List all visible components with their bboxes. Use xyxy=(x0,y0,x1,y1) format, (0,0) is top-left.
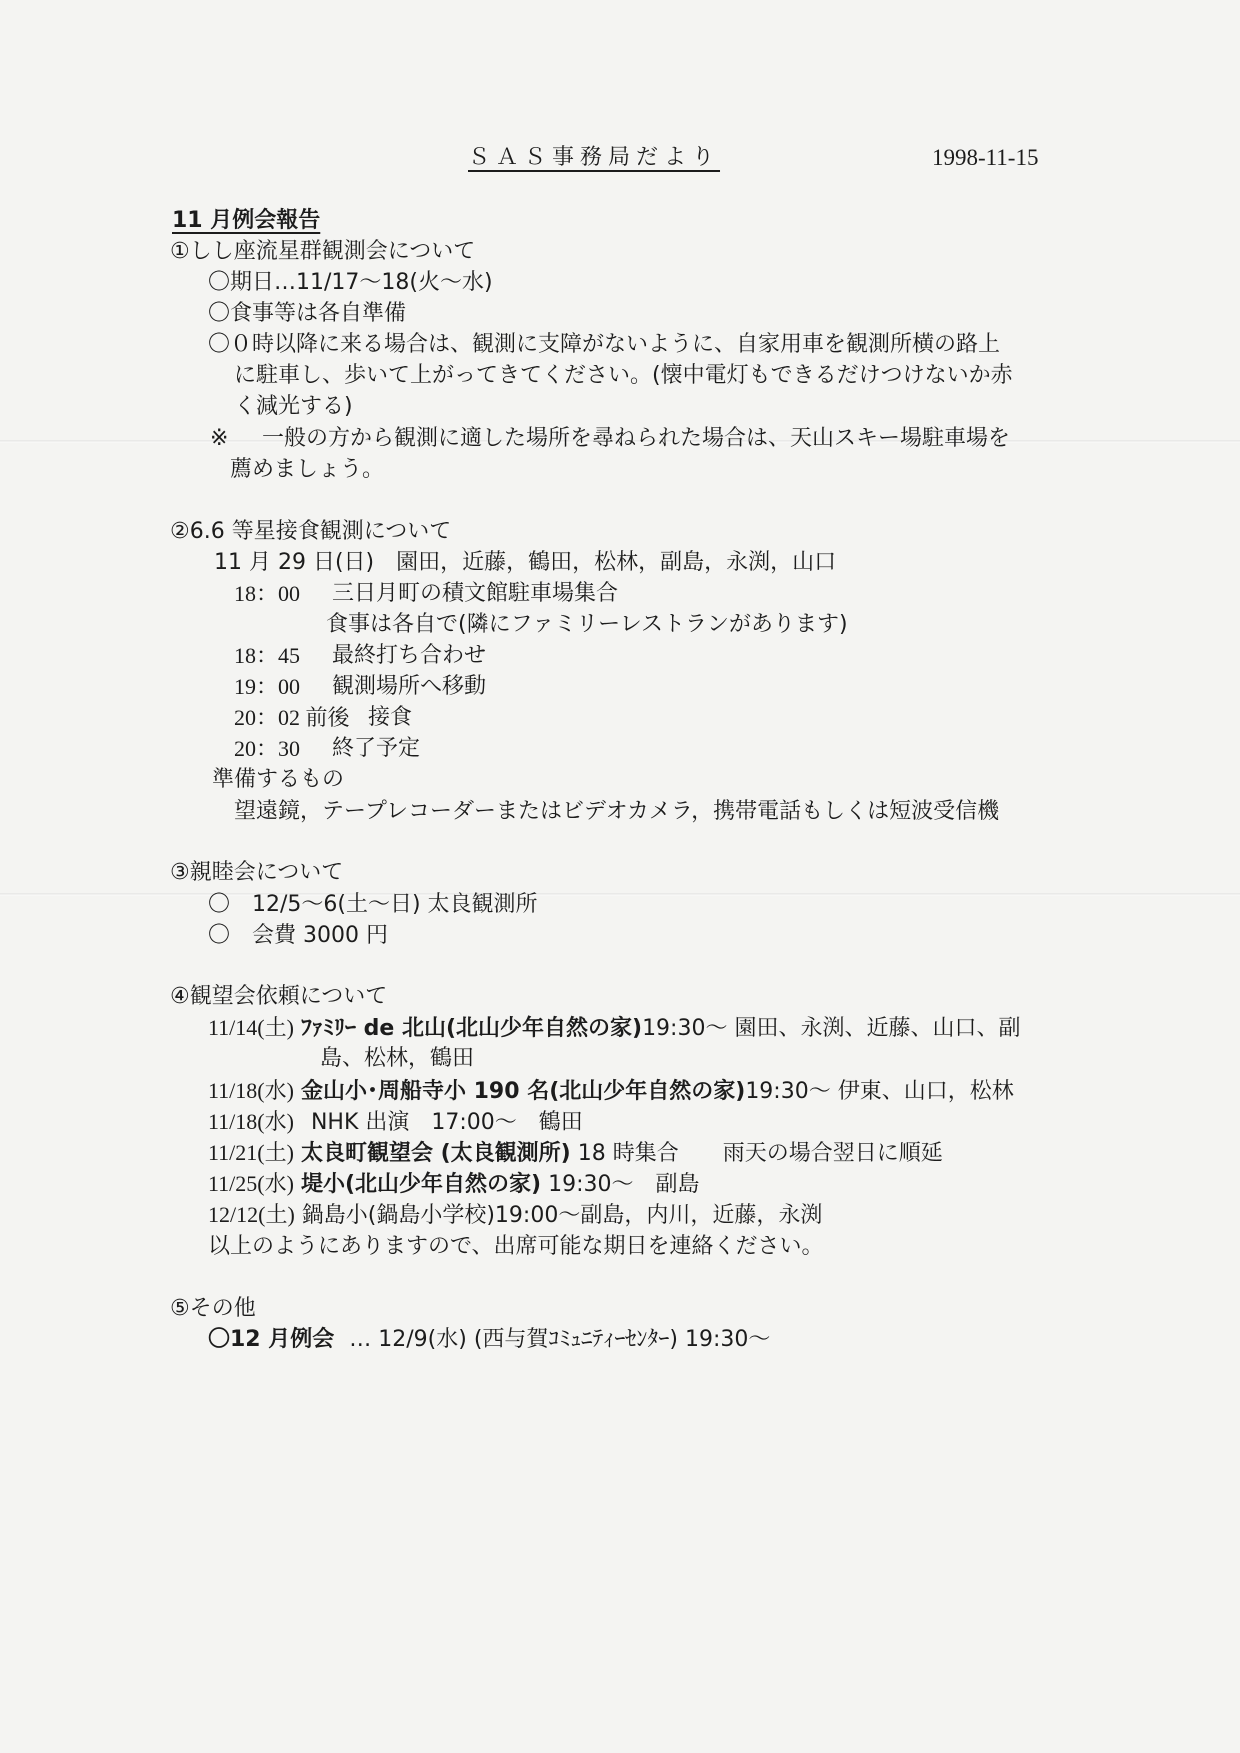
section2-heading: ②6.6 等星接食観測について xyxy=(170,519,452,544)
request-detail: NHK 出演 17:00～ 鶴田 xyxy=(310,1110,583,1135)
section2-date-line: 11 月 29 日(日) 園田，近藤，鶴田，松林，副島，永渕，山口 xyxy=(214,550,837,575)
section3-item: 〇 12/5～6(土～日) 太良観測所 xyxy=(208,892,538,917)
issue-date: 1998-11-15 xyxy=(932,145,1039,170)
request-detail: 19:30～ 副島 xyxy=(548,1172,700,1197)
paper-fold xyxy=(0,893,1240,896)
schedule-desc: 最終打ち合わせ xyxy=(332,643,487,668)
section3-item: 〇 会費 3000 円 xyxy=(208,923,388,948)
request-row xyxy=(208,1013,1020,1044)
section3-heading: ③親睦会について xyxy=(170,860,344,885)
newsletter-title: ＳＡＳ事務局だより xyxy=(468,145,721,170)
request-event: 堤小(北山少年自然の家) xyxy=(300,1172,542,1197)
request-date: 11/18(水) xyxy=(208,1078,294,1103)
section5-item xyxy=(208,1325,770,1355)
section4-heading: ④観望会依頼について xyxy=(170,984,388,1009)
request-date: 11/14(土) xyxy=(208,1015,294,1040)
section1-note: 一般の方から観測に適した場所を尋ねられた場合は、天山スキー場駐車場を xyxy=(262,426,1011,451)
request-detail: 19:30～ 園田、永渕、近藤、山口、副 xyxy=(642,1016,1021,1041)
section1-item: 〇食事等は各自準備 xyxy=(208,301,407,326)
request-date: 11/21(土) xyxy=(208,1140,294,1165)
section5-heading: ⑤その他 xyxy=(170,1296,256,1321)
schedule-desc: 接食 xyxy=(368,705,413,730)
section1-note: 薦めましょう。 xyxy=(230,457,385,482)
schedule-time: 18：00 xyxy=(234,581,301,606)
request-detail: 18 時集合 雨天の場合翌日に順延 xyxy=(577,1141,943,1166)
request-detail: 鍋島小(鍋島小学校)19:00～副島，内川，近藤，永渕 xyxy=(301,1203,823,1228)
meeting-label: 〇12 月例会 xyxy=(208,1327,335,1352)
report-heading: 11 月例会報告 xyxy=(172,208,321,233)
request-event: 金山小･周船寺小 190 名(北山少年自然の家) xyxy=(300,1079,746,1104)
schedule-time: 20：30 xyxy=(234,736,301,761)
schedule-time: 19：00 xyxy=(234,674,301,699)
request-detail: 19:30～ 伊東、山口，松林 xyxy=(745,1079,1014,1104)
schedule-desc: 終了予定 xyxy=(332,736,421,761)
meeting-detail: … 12/9(水) (西与賀ｺﾐｭﾆﾃｨｰｾﾝﾀｰ) 19:30～ xyxy=(349,1327,771,1352)
request-date: 11/18(水) xyxy=(208,1109,294,1134)
schedule-desc: 食事は各自で(隣にファミリーレストランがあります) xyxy=(326,612,848,637)
request-row-continued: 島、松林，鶴田 xyxy=(320,1046,475,1071)
section4-closing: 以上のようにありますので、出席可能な期日を連絡ください。 xyxy=(208,1234,824,1259)
schedule-time: 20：02 前後 xyxy=(234,705,350,730)
section1-item: く減光する) xyxy=(234,394,353,419)
section1-item: 〇期日…11/17～18(火～水) xyxy=(208,270,493,295)
request-row xyxy=(208,1076,1014,1107)
schedule-time: 18：45 xyxy=(234,643,301,668)
request-event: 太良町観望会 (太良観測所) xyxy=(300,1141,571,1166)
request-row xyxy=(208,1169,699,1200)
request-row xyxy=(208,1138,943,1169)
section1-heading: ①しし座流星群観測会について xyxy=(170,239,476,264)
request-date: 11/25(水) xyxy=(208,1171,294,1196)
schedule-desc: 三日月町の積文館駐車場集合 xyxy=(332,581,619,606)
prep-label: 準備するもの xyxy=(212,767,345,792)
note-mark: ※ xyxy=(210,426,229,451)
section1-item: に駐車し、歩いて上がってきてください。(懐中電灯もできるだけつけないか赤 xyxy=(234,363,1013,388)
section1-item: 〇０時以降に来る場合は、観測に支障がないように、自家用車を観測所横の路上 xyxy=(208,332,1001,357)
request-event: ﾌｧﾐﾘｰ de 北山(北山少年自然の家) xyxy=(300,1016,643,1041)
prep-items: 望遠鏡，テープレコーダーまたはビデオカメラ，携帯電話もしくは短波受信機 xyxy=(234,799,1000,824)
request-row xyxy=(208,1200,822,1231)
schedule-desc: 観測場所へ移動 xyxy=(332,674,487,699)
request-date: 12/12(土) xyxy=(208,1202,295,1227)
request-row xyxy=(208,1107,583,1138)
